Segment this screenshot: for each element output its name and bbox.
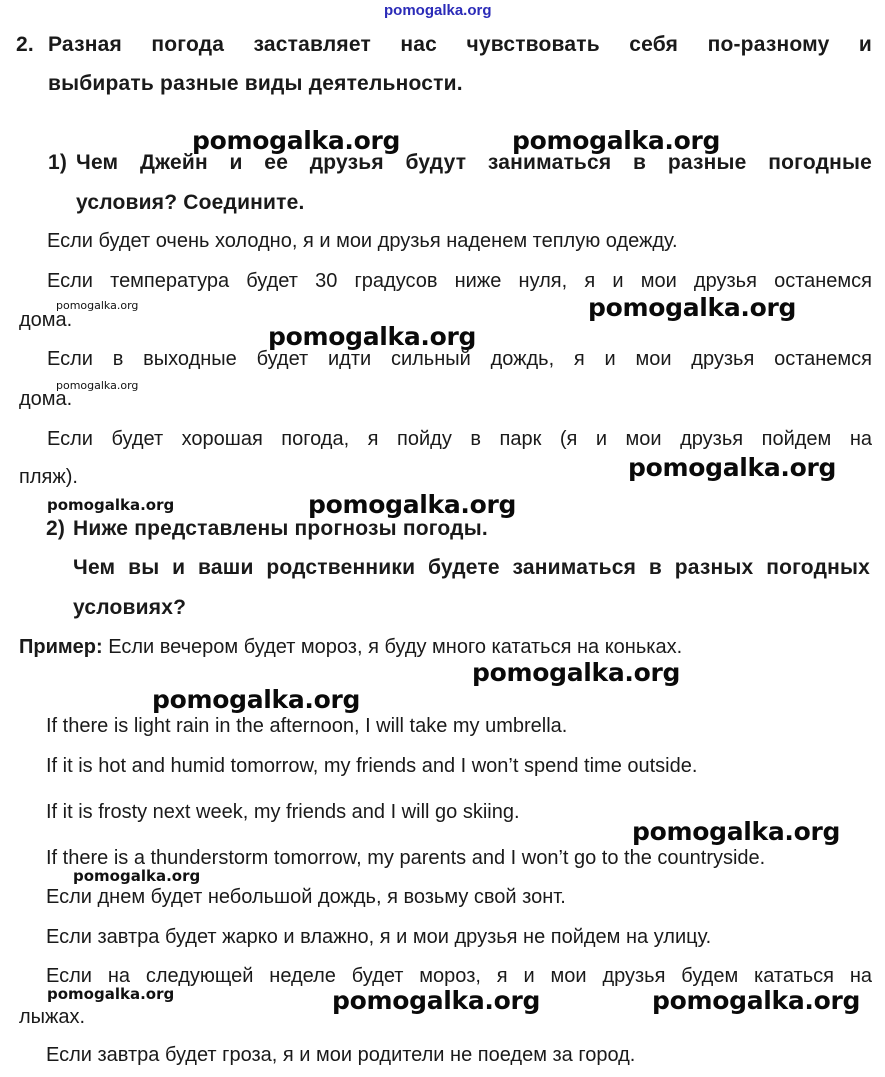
watermark-top: pomogalka.org	[384, 2, 492, 19]
example-label: Пример:	[19, 636, 103, 658]
watermark: pomogalka.org	[472, 658, 681, 687]
watermark: pomogalka.org	[632, 817, 841, 846]
part1-answer: Если в выходные будет идти сильный дождь, я и мои друзья останемся	[47, 348, 872, 370]
part1-answer: дома.	[19, 388, 73, 410]
part1-number: 1)	[48, 151, 68, 174]
watermark: pomogalka.org	[628, 453, 837, 482]
watermark: pomogalka.org	[47, 985, 175, 1003]
part1-answer: Если температура будет 30 градусов ниже нуля, я и мои друзья останемся	[47, 270, 872, 292]
watermark: pomogalka.org	[512, 126, 721, 155]
watermark: pomogalka.org	[332, 986, 541, 1015]
watermark: pomogalka.org	[73, 867, 201, 885]
part1-answer: пляж).	[19, 466, 78, 488]
watermark: pomogalka.org	[47, 496, 175, 514]
part2-question-line2: Чем вы и ваши родственники будете заниматься в разных погодных	[73, 556, 870, 579]
part1-question-line1: Чем Джейн и ее друзья будут заниматься в разные погодные	[76, 151, 872, 174]
watermark: pomogalka.org	[588, 293, 797, 322]
part1-question-line2: условия? Соедините.	[76, 191, 305, 214]
english-sentence: If it is hot and humid tomorrow, my friends and I won’t spend time outside.	[46, 755, 698, 777]
part2-question-line1: Ниже представлены прогнозы погоды.	[73, 517, 488, 540]
russian-sentence: Если днем будет небольшой дождь, я возьму свой зонт.	[46, 886, 566, 908]
russian-sentence: Если завтра будет гроза, я и мои родители не поедем за город.	[46, 1044, 636, 1066]
part1-answer: Если будет хорошая погода, я пойду в парк (я и мои друзья пойдем на	[47, 428, 872, 450]
watermark: pomogalka.org	[56, 299, 139, 312]
russian-sentence: лыжах.	[19, 1006, 86, 1028]
watermark: pomogalka.org	[192, 126, 401, 155]
part1-answer: Если будет очень холодно, я и мои друзья наденем теплую одежду.	[47, 230, 678, 252]
part1-answer: дома.	[19, 309, 73, 331]
task-number: 2.	[16, 33, 34, 56]
watermark: pomogalka.org	[308, 490, 517, 519]
watermark: pomogalka.org	[652, 986, 861, 1015]
english-sentence: If it is frosty next week, my friends and I will go skiing.	[46, 801, 520, 823]
russian-sentence: Если на следующей неделе будет мороз, я и мои друзья будем кататься на	[46, 965, 872, 987]
english-sentence: If there is a thunderstorm tomorrow, my parents and I won’t go to the countryside.	[46, 847, 766, 869]
watermark: pomogalka.org	[56, 379, 139, 392]
english-sentence: If there is light rain in the afternoon, I will take my umbrella.	[46, 715, 568, 737]
example-text: Если вечером будет мороз, я буду много кататься на коньках.	[102, 636, 683, 658]
task-title-line1: Разная погода заставляет нас чувствовать себя по-разному и	[48, 33, 872, 56]
watermark: pomogalka.org	[268, 322, 477, 351]
part2-number: 2)	[46, 517, 66, 540]
task-title-line2: выбирать разные виды деятельности.	[48, 72, 463, 95]
watermark: pomogalka.org	[152, 685, 361, 714]
part2-question-line3: условиях?	[73, 596, 187, 619]
example	[19, 636, 682, 659]
russian-sentence: Если завтра будет жарко и влажно, я и мои друзья не пойдем на улицу.	[46, 926, 712, 948]
